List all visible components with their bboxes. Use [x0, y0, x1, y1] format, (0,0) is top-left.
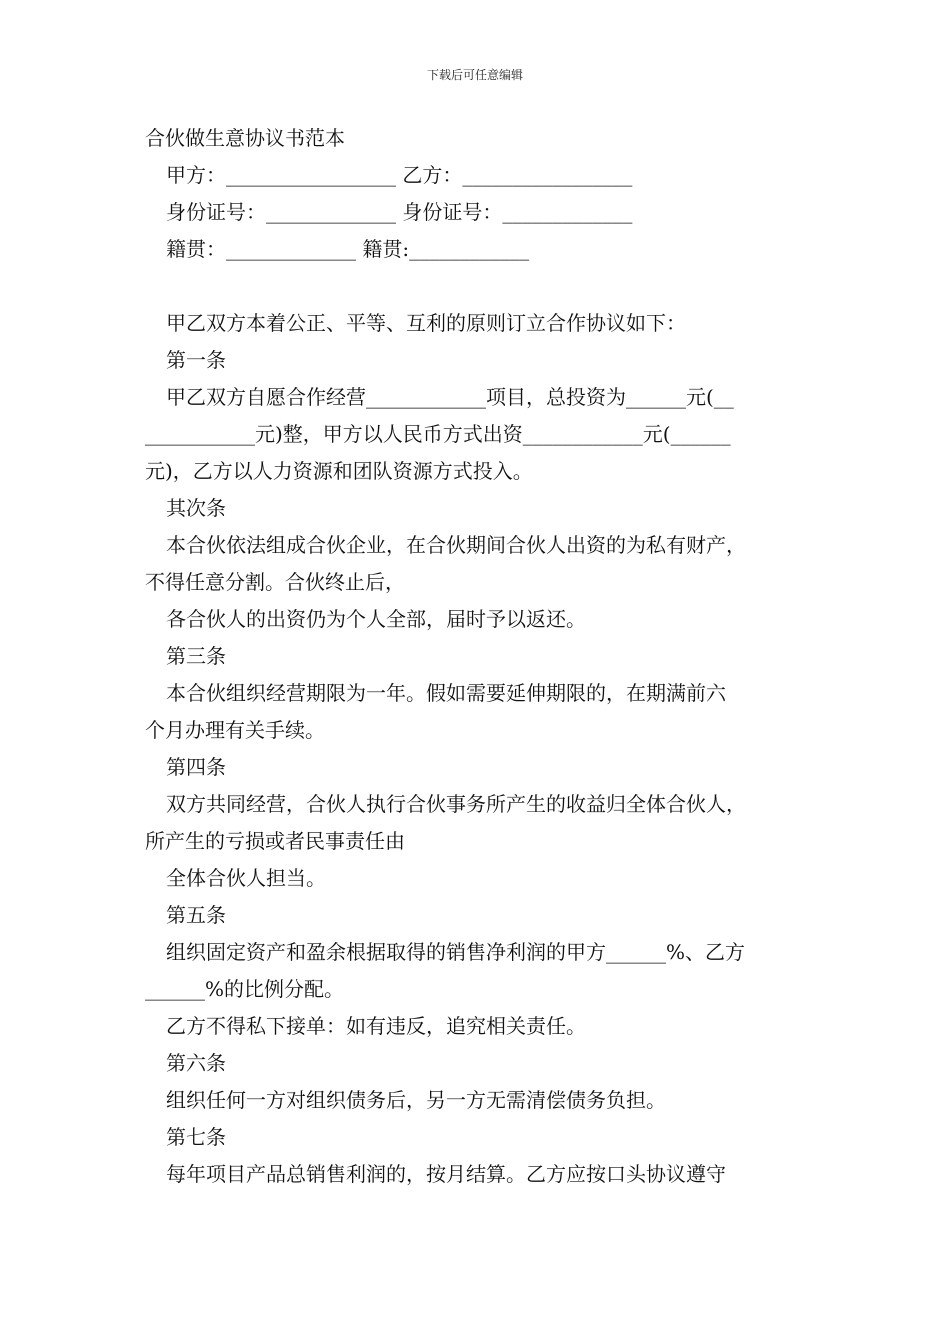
article-3-heading: 第三条 [166, 644, 226, 668]
article-2-heading: 其次条 [166, 496, 226, 520]
article-5-line-3: 乙方不得私下接单：如有违反，追究相关责任。 [166, 1014, 586, 1038]
article-7-heading: 第七条 [166, 1125, 226, 1149]
article-4-line-1: 双方共同经营，合伙人执行合伙事务所产生的收益归全体合伙人， [166, 792, 746, 816]
article-4-line-3: 全体合伙人担当。 [166, 866, 326, 890]
document-body [145, 120, 815, 1193]
blank-line [145, 268, 815, 305]
document-title: 合伙做生意协议书范本 [145, 126, 345, 150]
page-header: 下载后可任意编辑 [426, 68, 523, 82]
article-7-line-1: 每年项目产品总销售利润的，按月结算。乙方应按口头协议遵守 [166, 1162, 726, 1186]
party-names-line: 甲方：_________________ 乙方：_________________ [166, 163, 633, 187]
article-2-line-2: 不得任意分割。合伙终止后， [145, 570, 405, 594]
article-1-line-2: ___________元)整，甲方以人民币方式出资____________元(______ [145, 422, 731, 446]
article-3-line-1: 本合伙组织经营期限为一年。假如需要延伸期限的，在期满前六 [166, 681, 726, 705]
native-place-line: 籍贯：_____________ 籍贯:____________ [166, 237, 530, 261]
article-5-heading: 第五条 [166, 903, 226, 927]
article-5-line-1: 组织固定资产和盈余根据取得的销售净利润的甲方______%、乙方 [166, 940, 746, 964]
preamble-line: 甲乙双方本着公正、平等、互利的原则订立合作协议如下： [166, 311, 686, 335]
article-4-line-2: 所产生的亏损或者民事责任由 [145, 829, 405, 853]
article-5-line-2: ______%的比例分配。 [145, 977, 345, 1001]
article-2-line-3: 各合伙人的出资仍为个人全部，届时予以返还。 [166, 607, 586, 631]
article-1-line-3: 元)，乙方以人力资源和团队资源方式投入。 [145, 459, 533, 483]
article-6-heading: 第六条 [166, 1051, 226, 1075]
article-3-line-2: 个月办理有关手续。 [145, 718, 325, 742]
article-1-heading: 第一条 [166, 348, 226, 372]
article-1-line-1: 甲乙双方自愿合作经营____________项目，总投资为______元(__ [166, 385, 734, 409]
id-number-line: 身份证号：_____________ 身份证号：_____________ [166, 200, 633, 224]
article-2-line-1: 本合伙依法组成合伙企业，在合伙期间合伙人出资的为私有财产， [166, 533, 746, 557]
article-6-line-1: 组织任何一方对组织债务后，另一方无需清偿债务负担。 [166, 1088, 666, 1112]
article-4-heading: 第四条 [166, 755, 226, 779]
